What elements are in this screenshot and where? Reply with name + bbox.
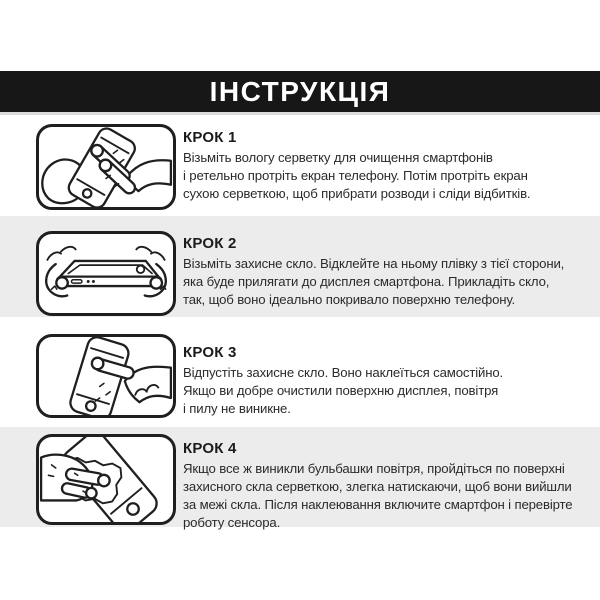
step3-line-3: і пилу не виникне.: [183, 401, 291, 416]
step2-text: [183, 235, 564, 309]
step3-illustration: [36, 334, 176, 418]
step1-section: [0, 115, 600, 216]
step4-line-1: Якщо все ж виникли бульбашки повітря, пройдіться по поверхні: [183, 461, 565, 476]
step3-line-1: Відпустіть захисне скло. Воно наклеїться самостійно.: [183, 365, 504, 380]
hand-smoothing-cloth-icon: [39, 437, 173, 522]
step4-line-2: захисного скла серветкою, злегка натискаючи, щоб вони вийшли: [183, 479, 572, 494]
step2-section: [0, 216, 600, 317]
step4-section: [0, 427, 600, 530]
step1-line-1: Візьміть вологу серветку для очищення смартфонів: [183, 150, 493, 165]
step4-line-4: роботу сенсора.: [183, 515, 281, 530]
step2-line-2: яка буде прилягати до дисплея смартфона. Прикладіть скло,: [183, 274, 550, 289]
page-title: ІНСТРУКЦІЯ: [209, 75, 391, 107]
step3-line-2: Якщо ви добре очистили поверхню дисплея, повітря: [183, 383, 499, 398]
finger-pressing-screen-icon: [39, 337, 173, 415]
step3-section: [0, 317, 600, 427]
step2-label: КРОК 2: [183, 235, 237, 252]
step3-label: КРОК 3: [183, 344, 237, 361]
step2-line-1: Візьміть захисне скло. Відклейте на ньому плівку з тієї сторони,: [183, 256, 565, 271]
step3-text: [183, 344, 503, 418]
step1-illustration: [36, 124, 176, 210]
step4-text: [183, 440, 572, 532]
step4-illustration: [36, 434, 176, 525]
step4-line-3: за межі скла. Після наклеювання включите смартфон і перевірте: [183, 497, 573, 512]
step2-illustration: [36, 231, 176, 316]
step1-text: [183, 129, 530, 203]
two-hands-placing-glass-icon: [39, 234, 173, 313]
step4-label: КРОК 4: [183, 440, 237, 457]
step1-label: КРОК 1: [183, 129, 237, 146]
header-banner: [0, 71, 600, 112]
hand-wiping-phone-icon: [39, 127, 173, 207]
step1-line-2: і ретельно протріть екран телефону. Потім протріть екран: [183, 168, 528, 183]
step2-line-3: так, щоб воно ідеально покривало поверхню телефону.: [183, 292, 516, 307]
step1-line-3: сухою серветкою, щоб прибрати розводи і сліди відбитків.: [183, 186, 531, 201]
